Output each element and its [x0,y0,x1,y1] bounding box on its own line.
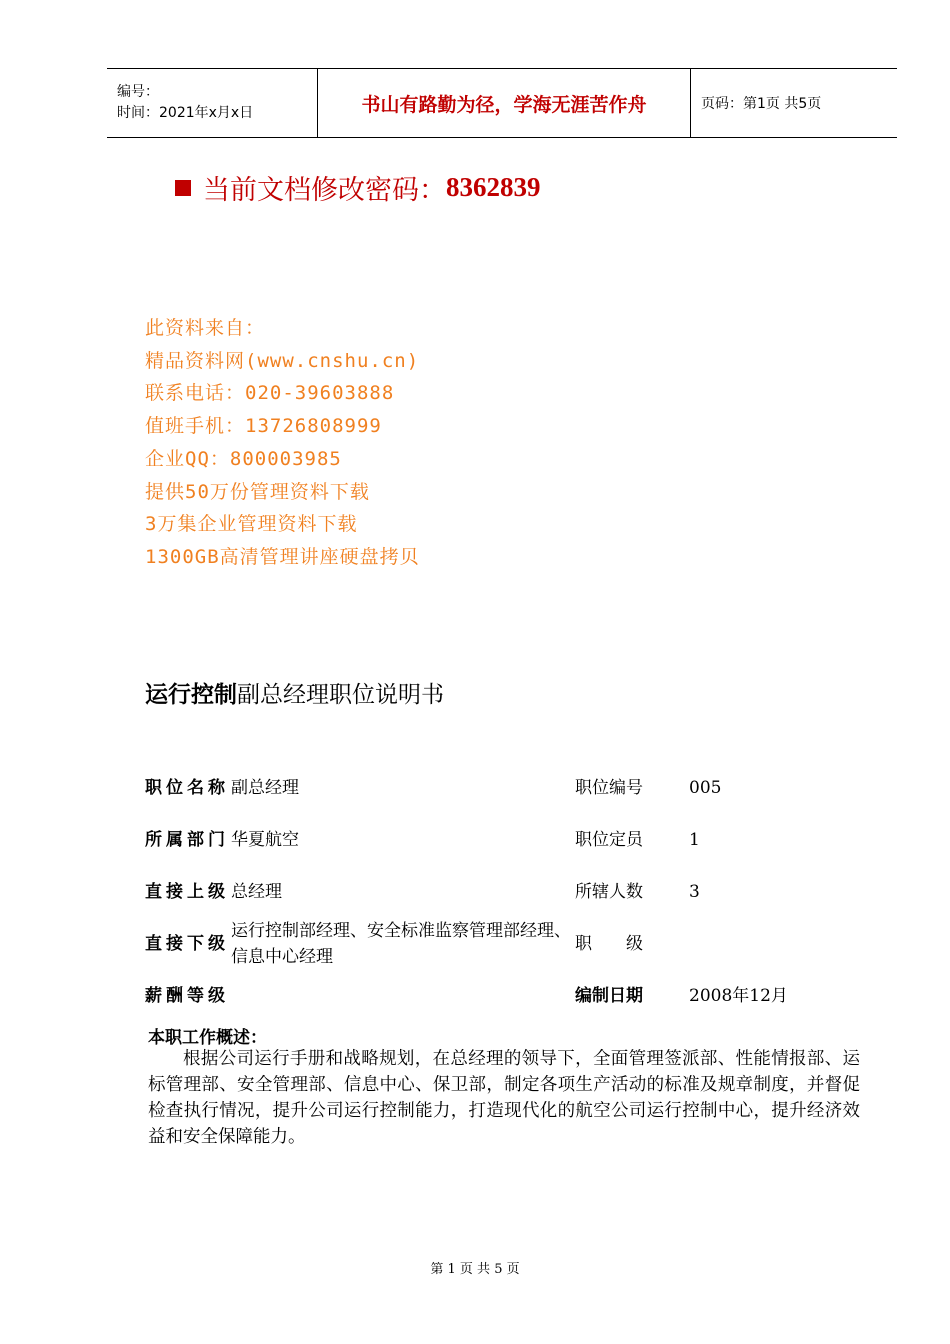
source-mobile: 值班手机：13726808999 [145,415,382,438]
row-value2: 2008年12月 [689,986,788,1006]
table-row [145,762,865,814]
source-info [145,312,420,574]
password-notice [175,168,541,207]
table-row [145,918,865,970]
title-bold-part: 运行控制 [145,682,237,708]
row-value2: 005 [689,778,722,798]
row-label: 职位名称 [145,777,229,798]
header-time: 时间：2021年x月x日 [117,105,254,121]
square-bullet-icon [175,180,191,196]
row-value2: 3 [689,882,700,902]
row-value2: 1 [689,830,700,850]
header-meta [107,69,318,137]
row-value: 华夏航空 [231,830,299,850]
table-row [145,970,865,1022]
document-title [145,676,444,709]
password-code: 8362839 [446,172,541,202]
source-phone: 联系电话：020-39603888 [145,382,395,405]
row-value [231,970,575,1022]
overview-body: 根据公司运行手册和战略规划，在总经理的领导下，全面管理签派部、性能情报部、运标管理部、安全管理部、信息中心、保卫部，制定各项生产活动的标准及规章制度，并督促检查执行情况，提升公司运行控制能力，打造现代化的航空公司运行控制中心，提升经济效益和安全保障能力。 [148,1049,860,1147]
row-label2: 所辖人数 [575,882,643,902]
table-row [145,814,865,866]
row-value: 运行控制部经理、安全标准监察管理部经理、信息中心经理 [231,921,571,967]
header-page-info [691,69,897,137]
header-motto [318,69,691,137]
header-motto-text: 书山有路勤为径，学海无涯苦作舟 [361,93,647,116]
row-value: 总经理 [231,882,282,902]
row-label2: 编制日期 [575,986,643,1006]
row-label2: 职位定员 [575,830,643,850]
row-label: 所属部门 [145,829,229,850]
header-page-info-text: 页码：第1页 共5页 [701,96,822,112]
source-website: 精品资料网(www.cnshu.cn) [145,349,420,372]
row-label2: 职位编号 [575,778,643,798]
source-line: 提供50万份管理资料下载 [145,480,370,503]
table-row [145,866,865,918]
page-footer: 第 1 页 共 5 页 [430,1262,520,1277]
page-header [107,68,897,138]
row-label: 直接上级 [145,881,229,902]
password-label: 当前文档修改密码： [203,175,446,206]
source-qq: 企业QQ：800003985 [145,447,342,470]
row-value2 [689,918,865,970]
position-info-table [145,762,865,1022]
row-label: 直接下级 [145,933,229,954]
title-rest: 副总经理职位说明书 [237,682,444,708]
row-label: 薪酬等级 [145,985,229,1006]
row-label2: 职 级 [575,934,643,954]
source-line: 此资料来自： [145,317,266,339]
overview-heading: 本职工作概述： [148,1028,267,1048]
row-value: 副总经理 [231,778,299,798]
source-line: 3万集企业管理资料下载 [145,513,358,536]
header-number: 编号： [117,84,159,100]
source-line: 1300GB高清管理讲座硬盘拷贝 [145,545,420,568]
